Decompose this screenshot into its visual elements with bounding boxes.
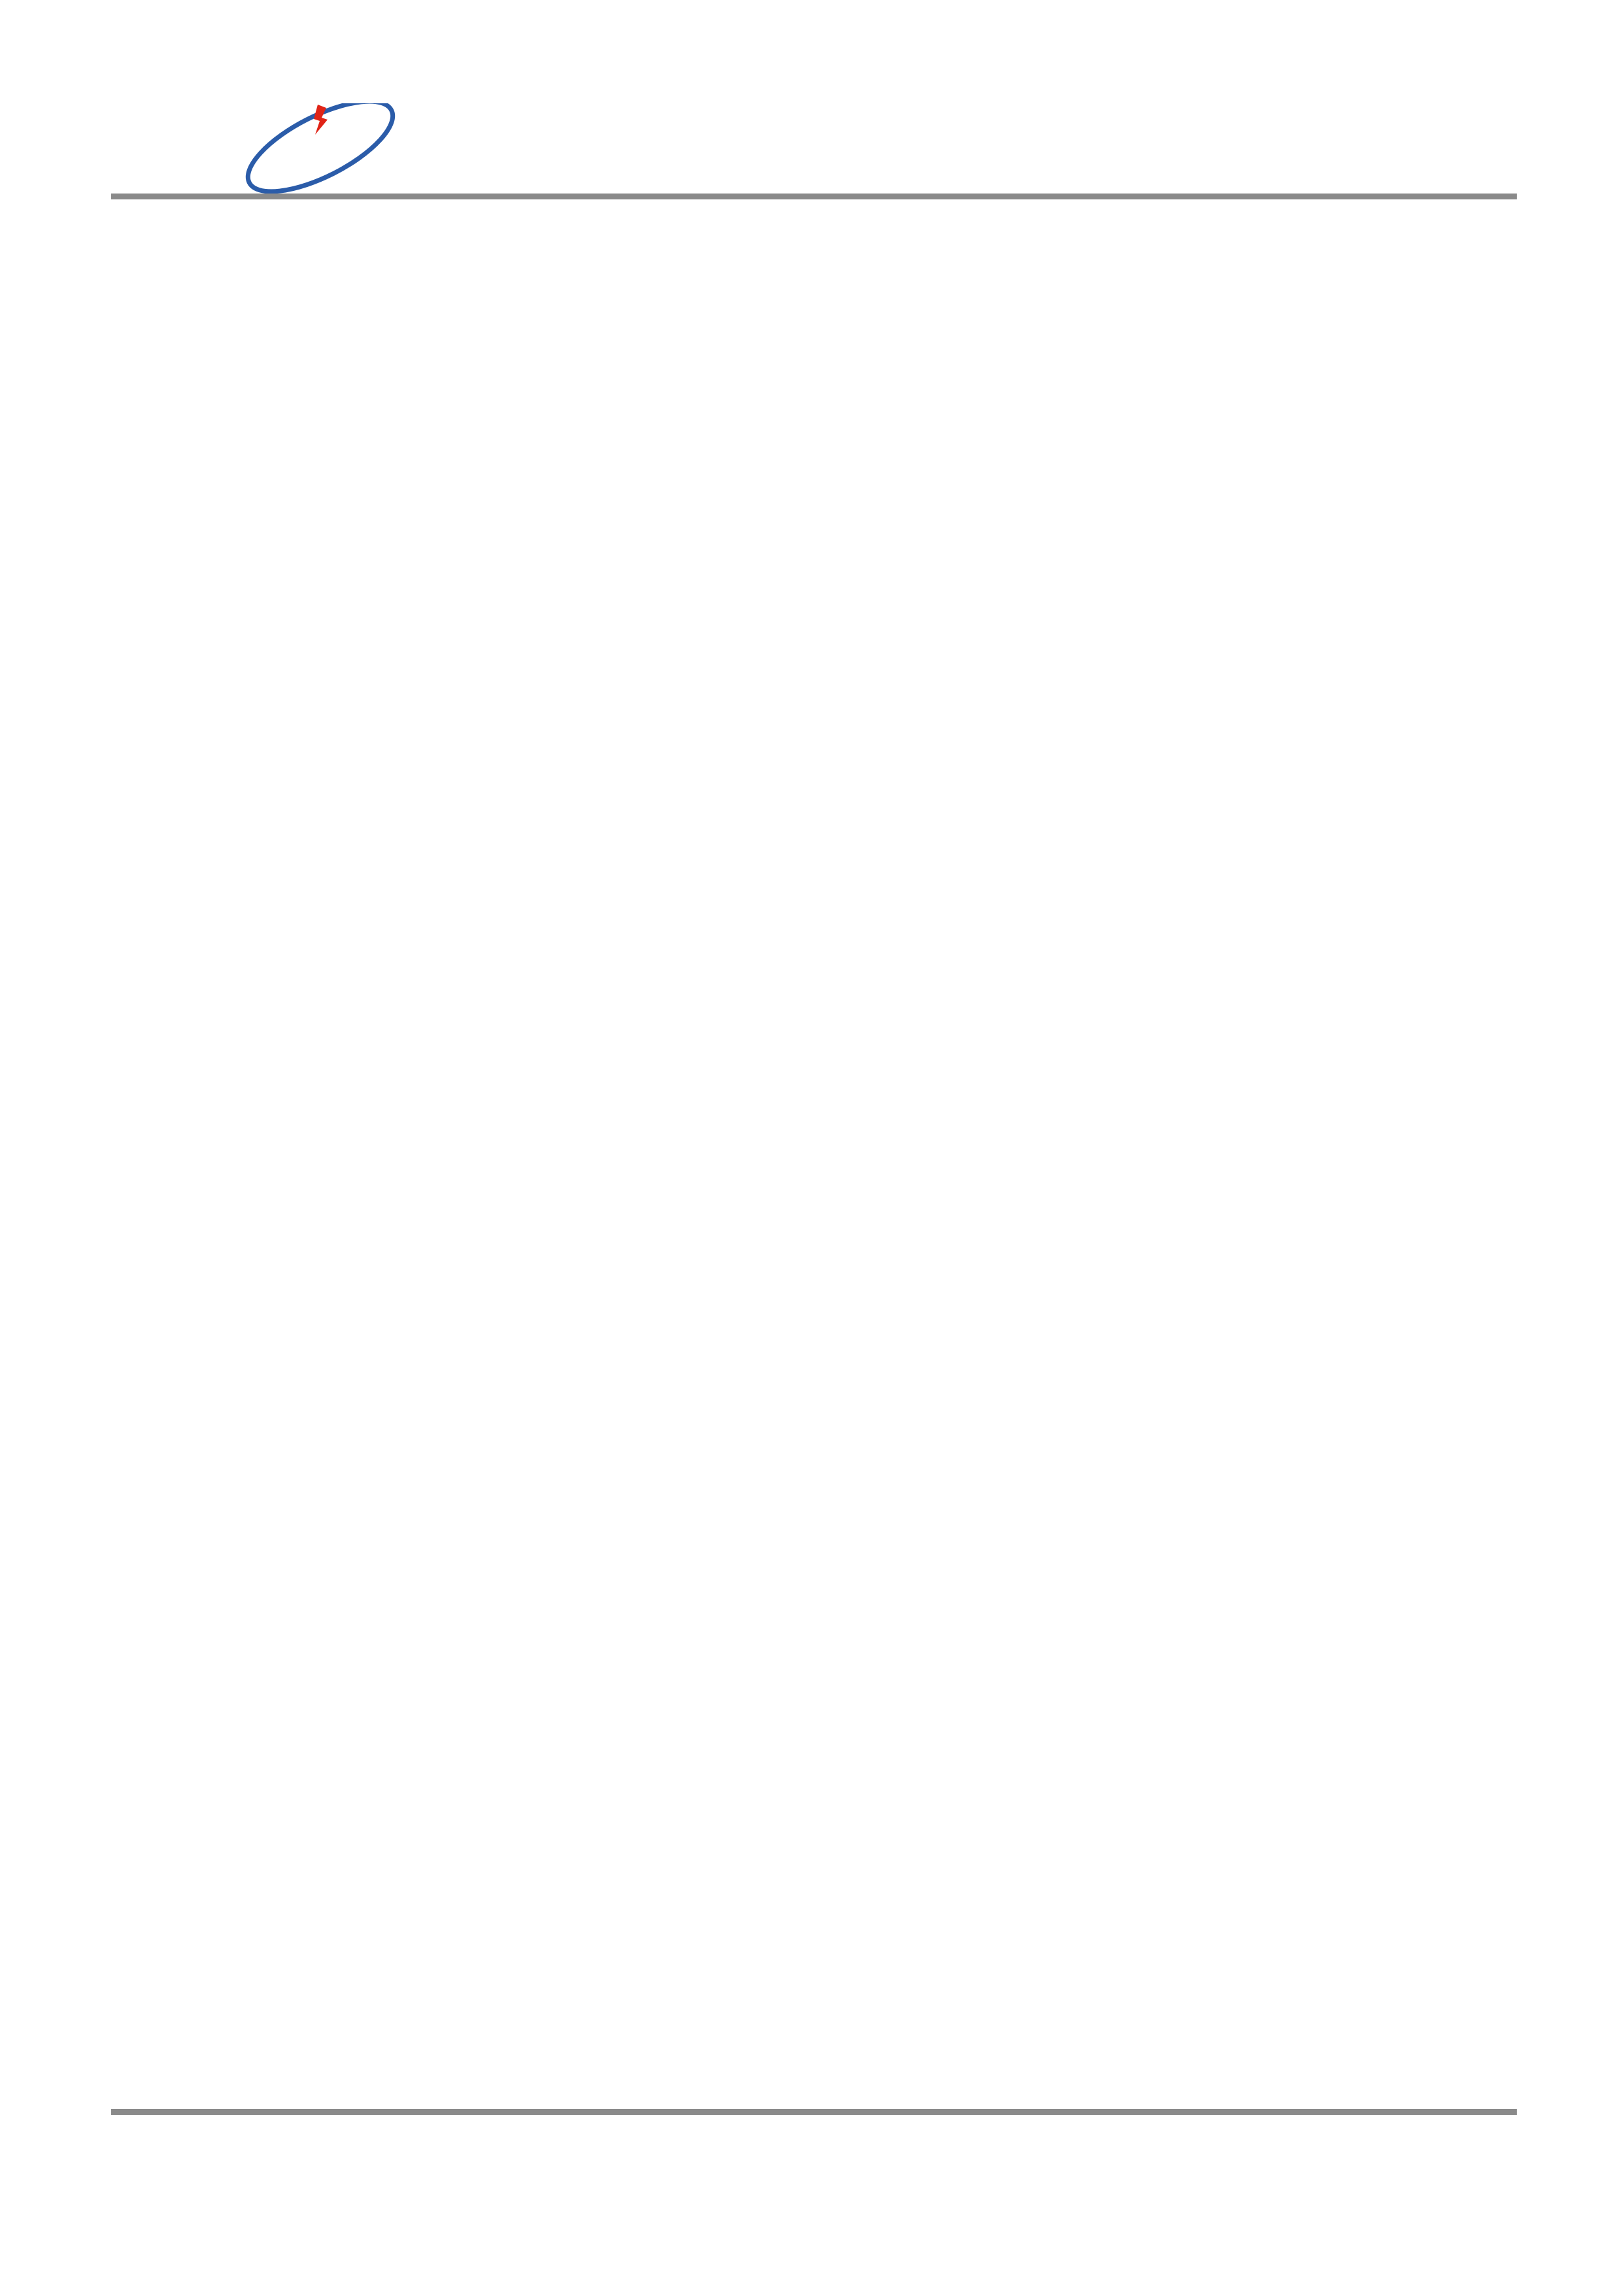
fig1-derating-chart xyxy=(108,575,304,673)
logo-spark-icon xyxy=(314,105,328,135)
logo-graphic xyxy=(105,103,484,201)
section-heading xyxy=(107,326,129,368)
company-logo xyxy=(105,103,484,201)
footer-rule xyxy=(111,2109,1517,2115)
fig4-forward-chart xyxy=(850,1406,1046,1504)
header-rule xyxy=(111,194,1517,199)
fig2-surge-chart xyxy=(843,535,1040,633)
fig3-reverse-chart xyxy=(98,1399,294,1497)
